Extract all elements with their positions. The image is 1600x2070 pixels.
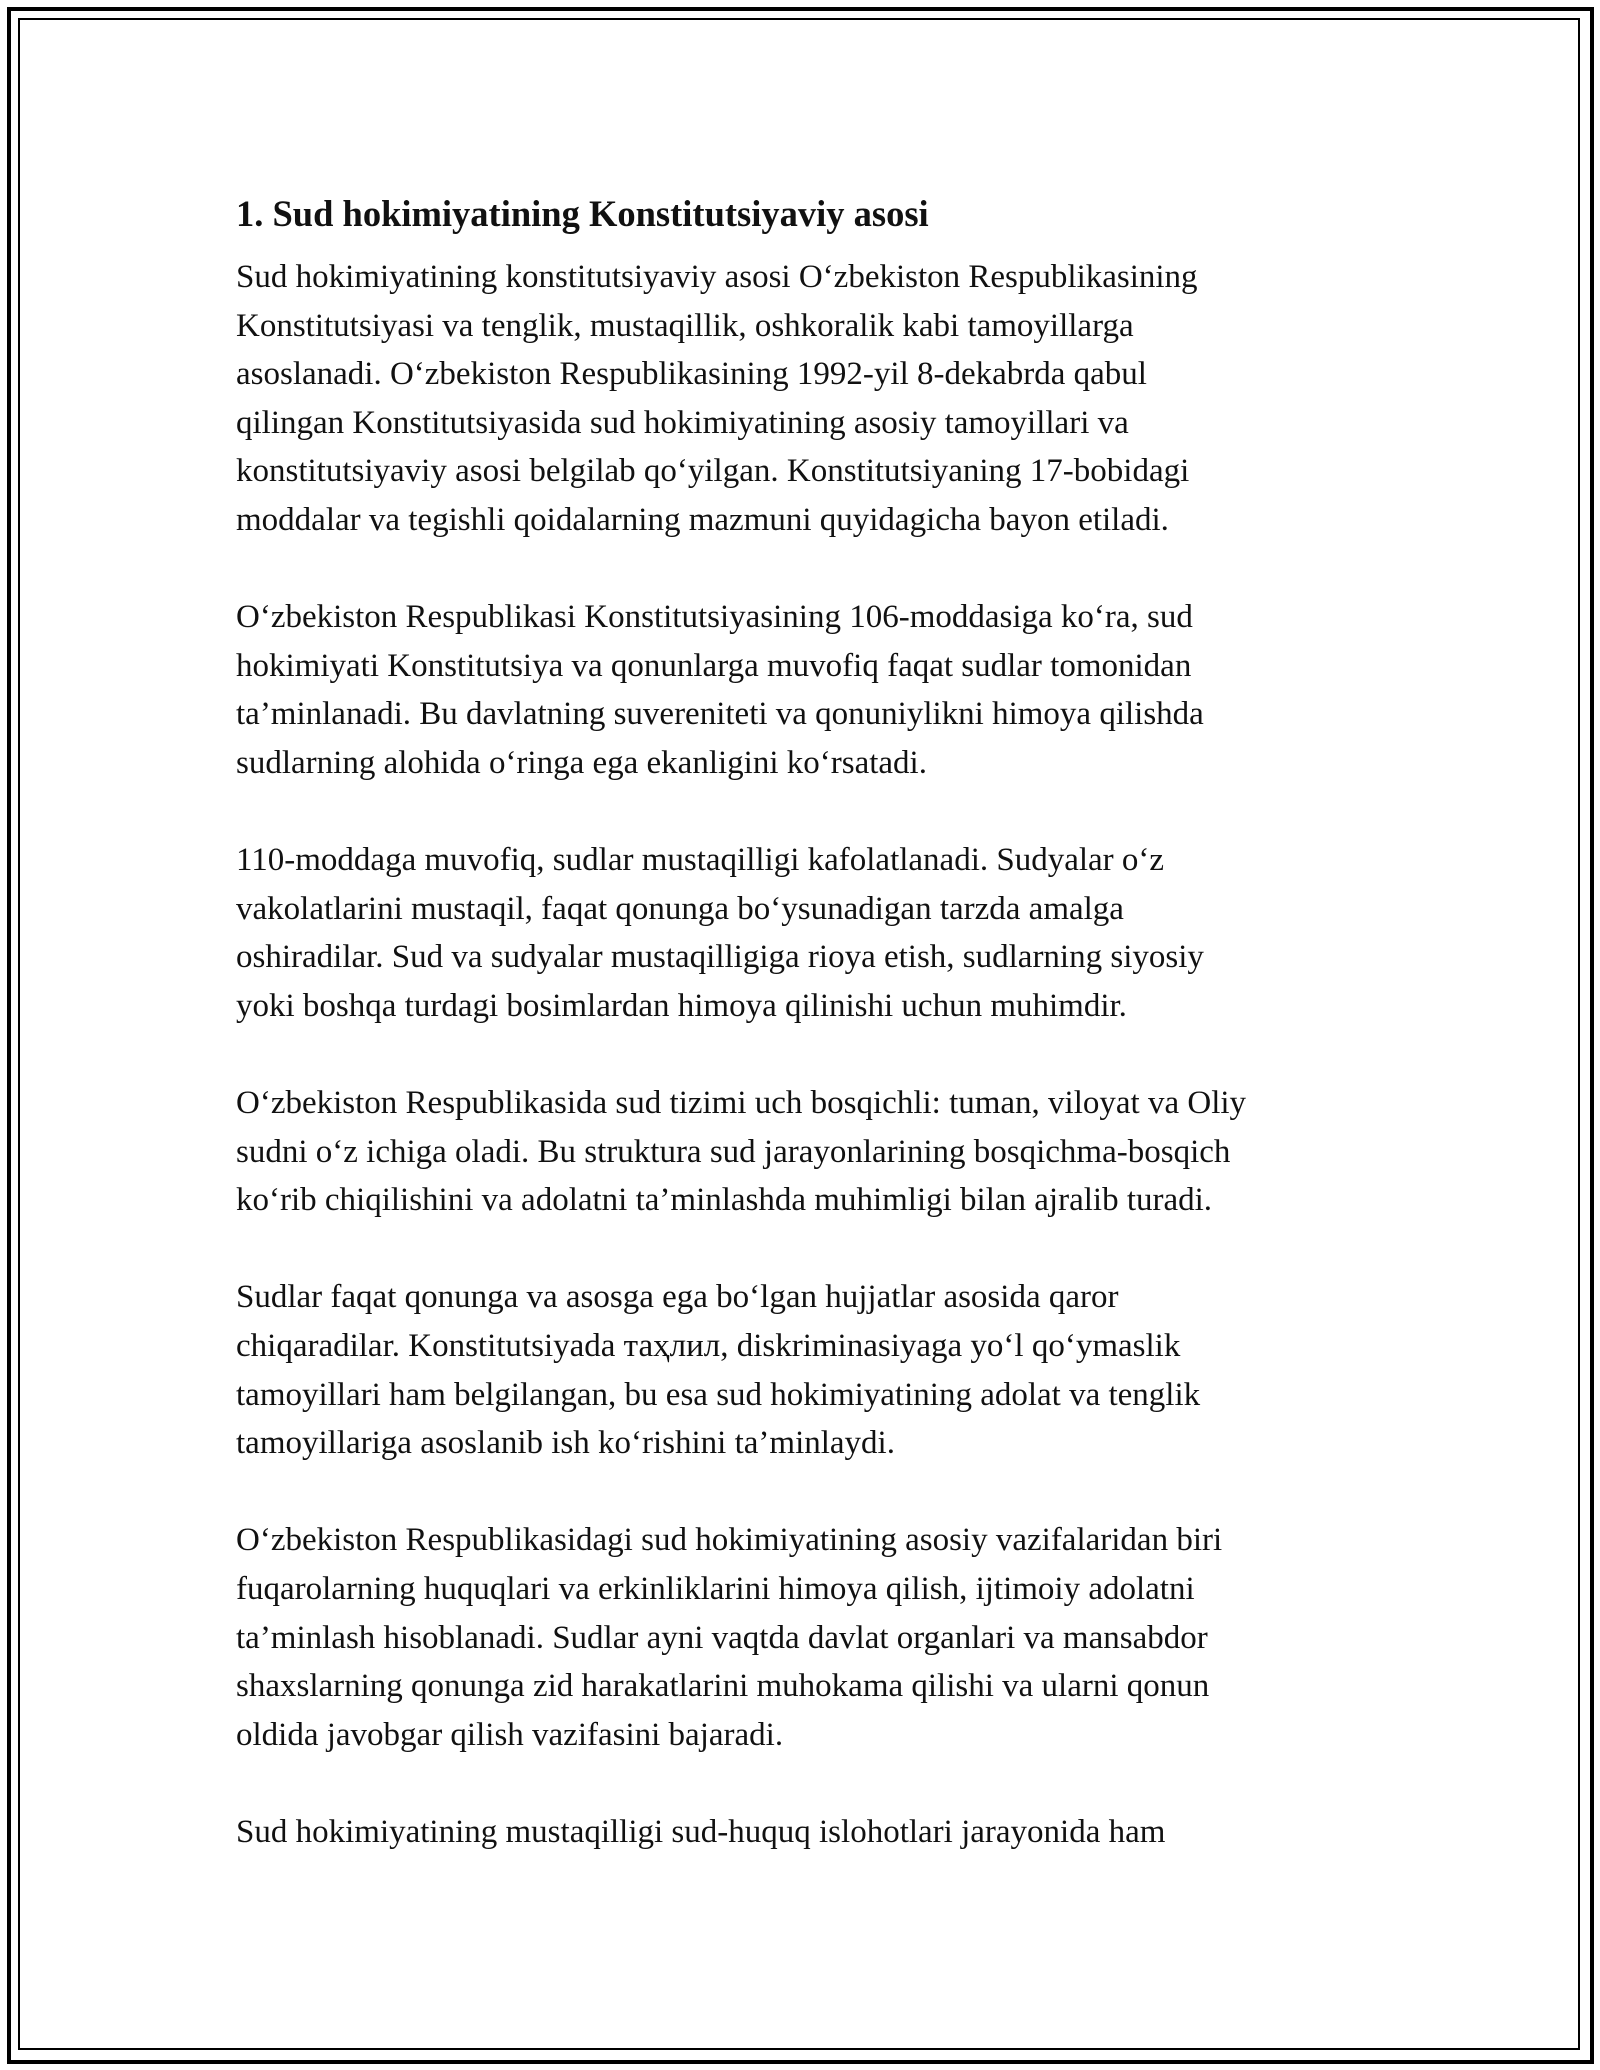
section-heading: 1. Sud hokimiyatining Konstitutsiyaviy asosi	[236, 193, 929, 234]
paragraph-4: O‘zbekiston Respublikasida sud tizimi uch bosqichli: tuman, viloyat va Oliy sudni o‘z ichiga oladi. Bu struktura sud jarayonlarining bosqichma-bosqich ko‘rib chiqilishini va adolatni ta’minlashda muhimligi bilan ajralib turadi.	[236, 1085, 1247, 1219]
document-body	[236, 188, 1386, 1857]
paragraph-6: O‘zbekiston Respublikasidagi sud hokimiyatining asosiy vazifalaridan biri fuqarolarning huquqlari va erkinliklarini himoya qilish, ijtimoiy adolatni ta’minlash hisoblanadi. Sudlar ayni vaqtda davlat organlari va mansabdor shaxslarning qonunga zid harakatlarini muhokama qilishi va ularni qonun oldida javobgar qilish vazifasini bajaradi.	[236, 1522, 1223, 1753]
paragraph-1: Sud hokimiyatining konstitutsiyaviy asosi O‘zbekiston Respublikasining Konstitutsiyasi va tenglik, mustaqillik, oshkoralik kabi tamoyillarga asoslanadi. O‘zbekiston Respublikasining 1992-yil 8-dekabrda qabul qilingan Konstitutsiyasida sud hokimiyatining asosiy tamoyillari va konstitutsiyaviy asosi belgilab qo‘yilgan. Konstitutsiyaning 17-bobidagi moddalar va tegishli qoidalarning mazmuni quyidagicha bayon etiladi.	[236, 259, 1198, 538]
paragraph-5: Sudlar faqat qonunga va asosga ega bo‘lgan hujjatlar asosida qaror chiqaradilar. Konstitutsiyada таҳлил, diskriminasiyaga yo‘l qo‘ymaslik tamoyillari ham belgilangan, bu esa sud hokimiyatining adolat va tenglik tamoyillariga asoslanib ish ko‘rishini ta’minlaydi.	[236, 1279, 1201, 1462]
paragraph-2: O‘zbekiston Respublikasi Konstitutsiyasining 106-moddasiga ko‘ra, sud hokimiyati Konstitutsiya va qonunlarga muvofiq faqat sudlar tomonidan ta’minlanadi. Bu davlatning suvereniteti va qonuniylikni himoya qilishda sudlarning alohida o‘ringa ega ekanligini ko‘rsatadi.	[236, 599, 1204, 781]
paragraph-3: 110-moddaga muvofiq, sudlar mustaqilligi kafolatlanadi. Sudyalar o‘z vakolatlarini mustaqil, faqat qonunga bo‘ysunadigan tarzda amalga oshiradilar. Sud va sudyalar mustaqilligiga rioya etish, sudlarning siyosiy yoki boshqa turdagi bosimlardan himoya qilinishi uchun muhimdir.	[236, 842, 1204, 1024]
paragraph-7: Sud hokimiyatining mustaqilligi sud-huquq islohotlari jarayonida ham	[236, 1814, 1166, 1850]
